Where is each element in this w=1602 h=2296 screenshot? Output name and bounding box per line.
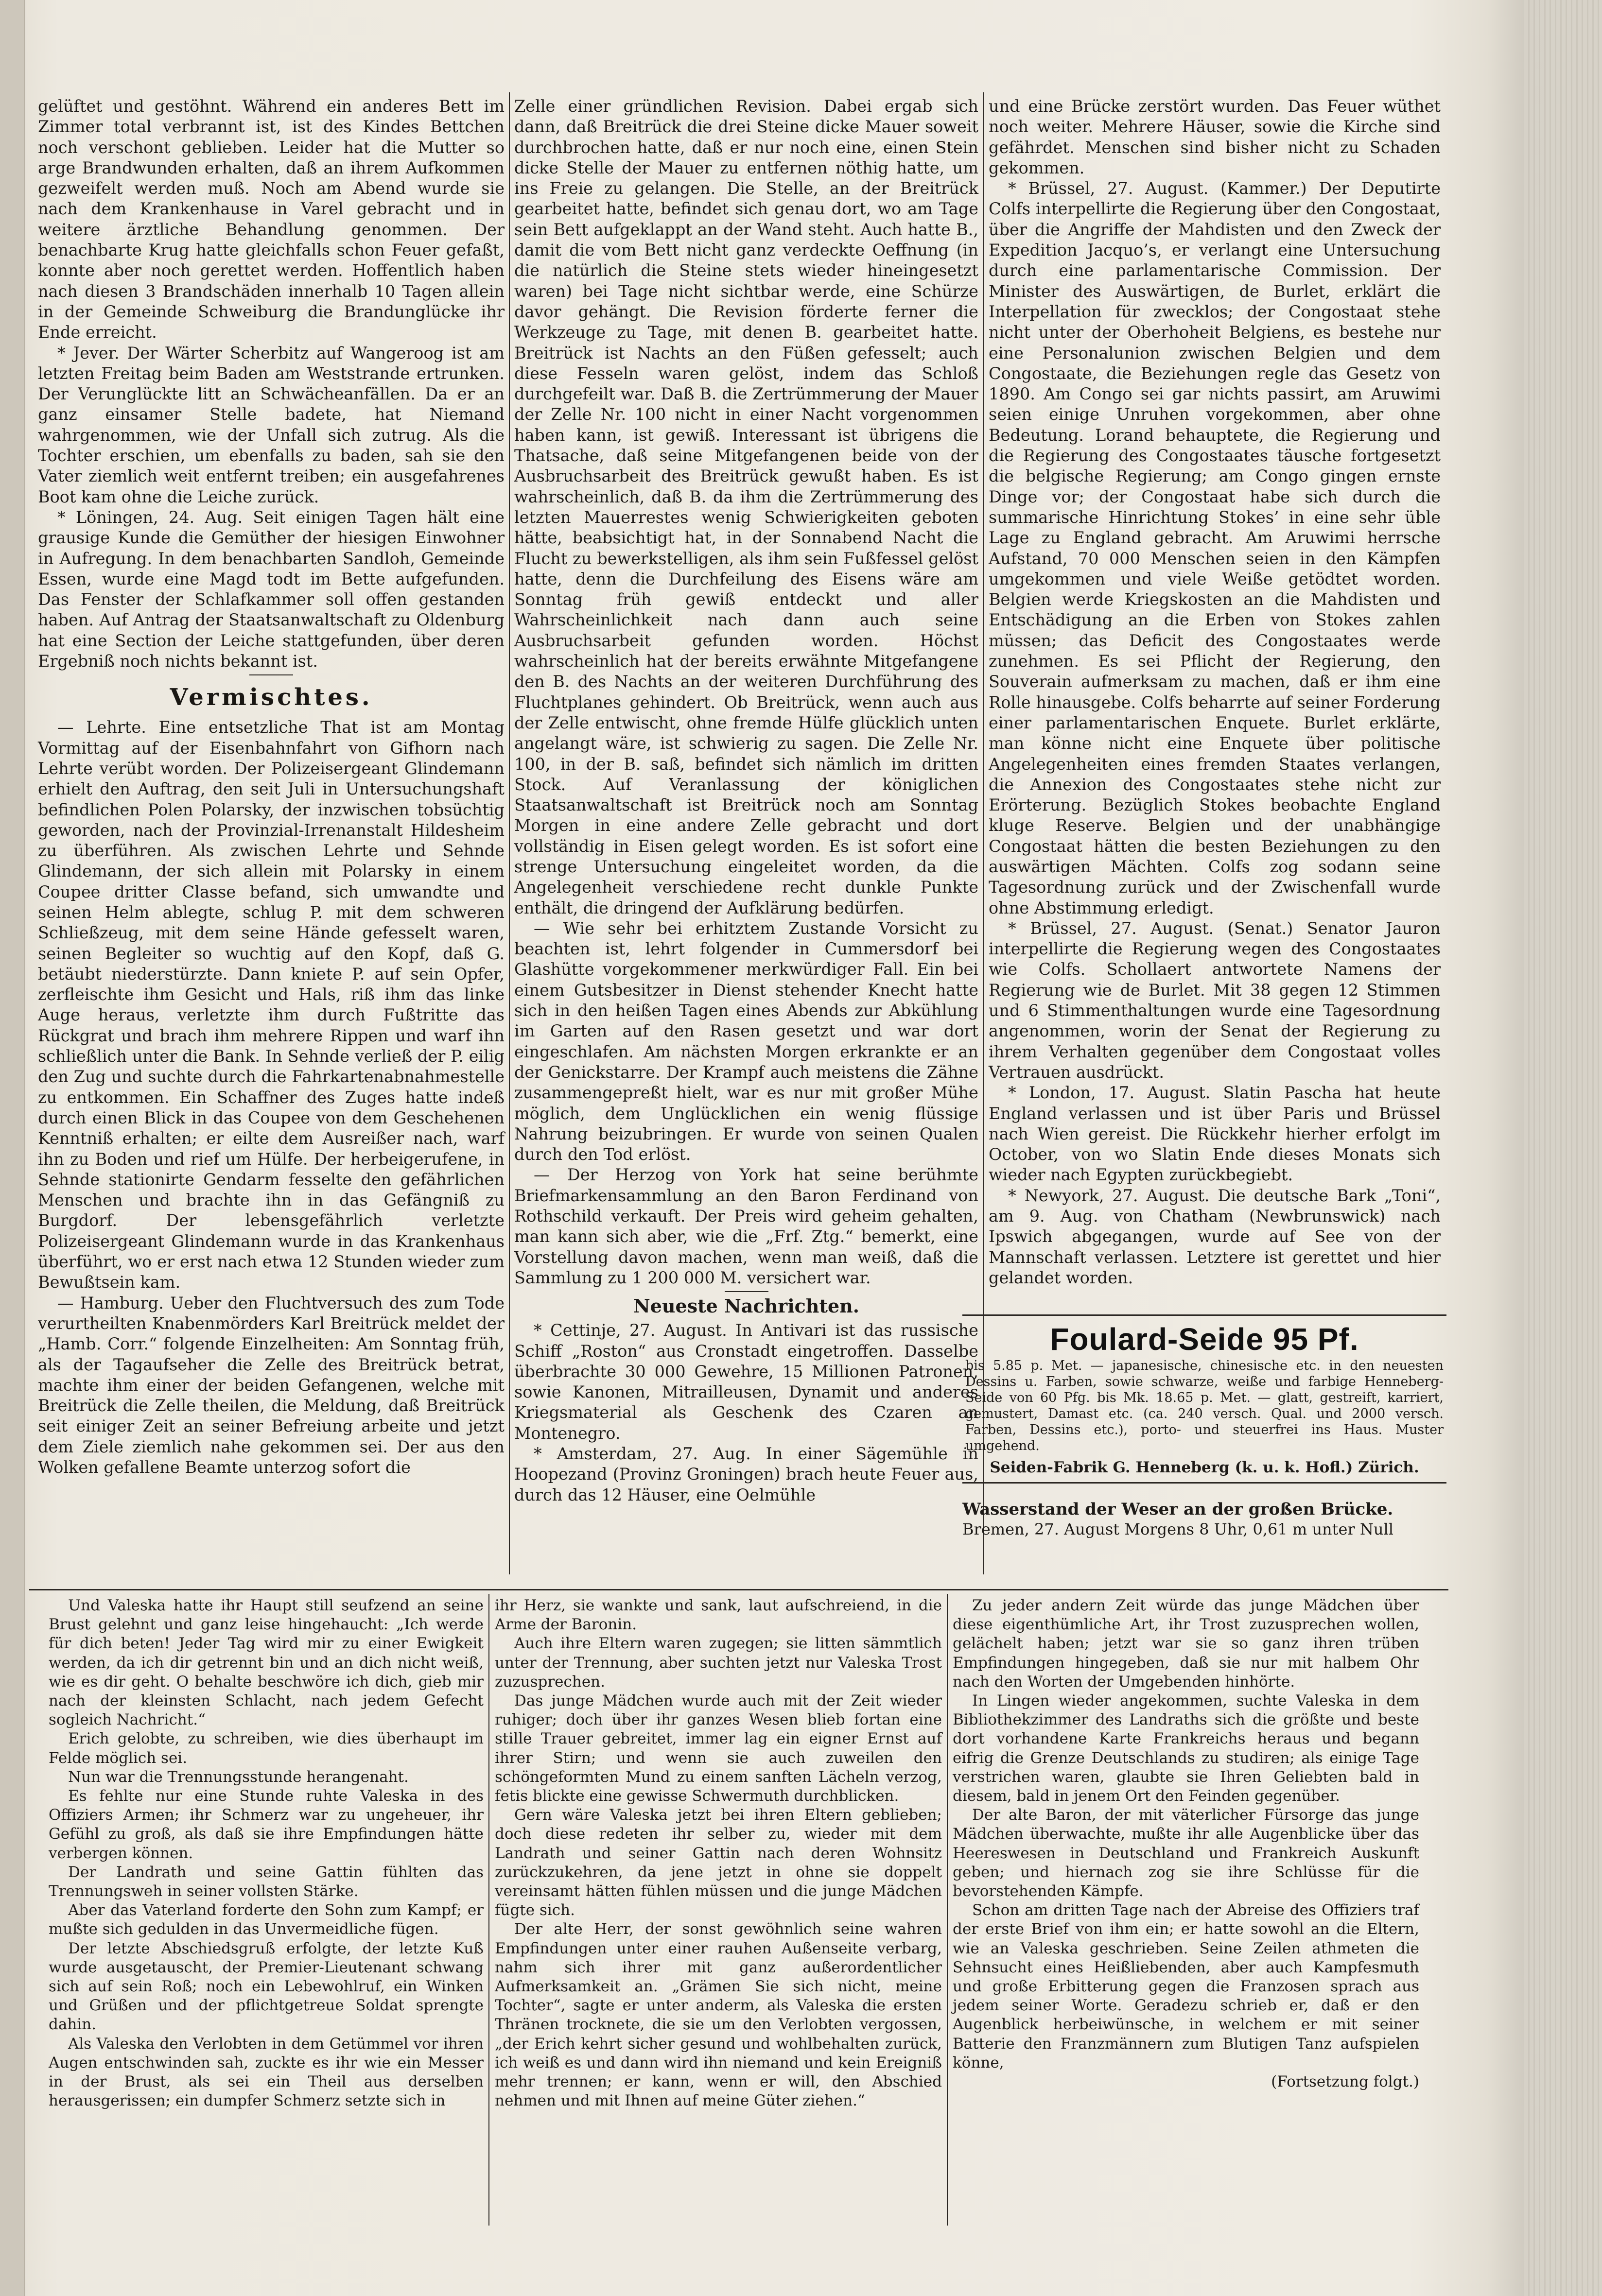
- feuilleton-paragraph: Und Valeska hatte ihr Haupt still seufzend an seine Brust gelehnt und ganz leise hingehaucht: „Ich werde für dich beten! Jeder Tag wird mir zu einer Ewigkeit werden, da ich dir getrennt bin und an dich nicht weiß, wie es dir geht. O behalte beschwöre ich dich, gieb mir nach der kleinsten Schlacht, nach jedem Gefecht sogleich Nachricht.“: [49, 1597, 484, 1729]
- article-paragraph: und eine Brücke zerstört wurden. Das Feuer wüthet noch weiter. Mehrere Häuser, sowie die Kirche sind gefährdet. Menschen sind bisher nicht zu Schaden gekommen.: [989, 97, 1441, 177]
- column-1: [38, 96, 505, 1478]
- feuilleton-column-2: [495, 1596, 942, 2110]
- feuilleton-column-1: [49, 1596, 484, 2110]
- separator-rule: [725, 1291, 768, 1292]
- column-3: [989, 96, 1441, 1288]
- article-jever: * Jever. Der Wärter Scherbitz auf Wangeroog ist am letzten Freitag beim Baden am Weststrande ertrunken. Der Verunglückte litt an Schwächeanfällen. Da er an ganz einsamer Stelle badete, hat Niemand wahrgenommen, wie der Unfall sich zutrug. Als die Tochter erschien, um ebenfalls zu baden, sah sie den Vater ziemlich weit entfernt treiben; ein ausgefahrenes Boot kam ohne die Leiche zurück.: [38, 343, 505, 506]
- feuilleton-paragraph: Auch ihre Eltern waren zugegen; sie litten sämmtlich unter der Trennung, aber suchten jetzt nur Valeska Trost zuzusprechen.: [495, 1635, 942, 1691]
- feuilleton-paragraph: Nun war die Trennungsstunde herangenaht.: [68, 1768, 409, 1786]
- article-london: * London, 17. August. Slatin Pascha hat heute England verlassen und ist über Paris und Brüssel nach Wien gereist. Die Rückkehr hierher erfolgt im October, von wo Slatin Ende dieses Monats sich wieder nach Egypten zurückbegiebt.: [989, 1083, 1441, 1185]
- water-level-text: Bremen, 27. August Morgens 8 Uhr, 0,61 m unter Null: [962, 1520, 1393, 1538]
- section-heading-neueste: Neueste Nachrichten.: [633, 1295, 859, 1317]
- article-loeningen: * Löningen, 24. Aug. Seit einigen Tagen hält eine grausige Kunde die Gemüther der hiesigen Einwohner in Aufregung. In dem benachbarten Sandloh, Gemeinde Essen, wurde eine Magd todt im Bette aufgefunden. Das Fenster der Schlafkammer soll offen gestanden haben. Auf Antrag der Staatsanwaltschaft zu Oldenburg hat eine Section der Leiche stattgefunden, über deren Ergebniß noch nichts bekannt ist.: [38, 507, 505, 671]
- separator-rule: [249, 674, 293, 675]
- feuilleton-paragraph: Der alte Baron, der mit väterlicher Fürsorge das junge Mädchen überwachte, mußte ihr alle Augenblicke über das Heereswesen in Deutschland und Frankreich Auskunft geben; und hiernach zog sie ihre Schlüsse für die bevorstehenden Kämpfe.: [953, 1806, 1419, 1900]
- article-lehrte: — Lehrte. Eine entsetzliche That ist am Montag Vormittag auf der Eisenbahnfahrt von Gifhorn nach Lehrte verübt worden. Der Polizeisergeant Glindemann erhielt den Auftrag, den seit Juli in Untersuchungshaft befindlichen Polen Polarsky, der inzwischen tobsüchtig geworden, nach der Provinzial-Irrenanstalt Hildesheim zu überführen. Als zwischen Lehrte und Sehnde Glindemann, der sich allein mit Polarsky in einem Coupee dritter Classe befand, sich umwandte und seinen Helm ablegte, schlug P. mit dem schweren Schließzeug, mit dem seine Hände gefesselt waren, seinen Begleiter so wuchtig auf den Kopf, daß G. betäubt niederstürzte. Dann kniete P. auf sein Opfer, zerfleischte ihm Gesicht und Hals, riß ihm das linke Auge heraus, verletzte ihm durch Fußtritte das Rückgrat und brach ihm mehrere Rippen und warf ihn schließlich unter die Bank. In Sehnde verließ der P. eilig den Zug und suchte durch die Fahrkartenabnahmestelle zu entkommen. Ein Schaffner des Zuges hatte indeß durch einen Blick in das Coupee von dem Geschehenen Kenntniß erhalten; er eilte dem Ausreißer nach, warf ihn zu Boden und rief um Hülfe. Der herbeigerufene, in Sehnde stationirte Gendarm fesselte den gefährlichen Menschen und brachte ihn in das Gefängniß zu Burgdorf. Der lebensgefährlich verletzte Polizeisergeant Glindemann wurde in das Krankenhaus überführt, wo er erst nach etwa 12 Stunden wieder zum Bewußtsein kam.: [38, 718, 505, 1292]
- advertisement-box: [962, 1314, 1446, 1484]
- water-level-title: Wasserstand der Weser an der großen Brücke.: [962, 1500, 1393, 1519]
- feuilleton-paragraph: Erich gelobte, zu schreiben, wie dies überhaupt im Felde möglich sei.: [49, 1730, 484, 1767]
- feuilleton-paragraph: Schon am dritten Tage nach der Abreise des Offiziers traf der erste Brief von ihm ein; er hatte sowohl an die Eltern, wie an Valeska geschrieben. Seine Zeilen athmeten die Sehnsucht eines Heißliebenden, aber auch Kampfesmuth und große Erbitterung gegen die Franzosen sprach aus jedem seiner Worte. Geradezu schrieb er, daß er den Augenblick herbeiwünsche, in welchem er mit seiner Batterie den Franzmännern zum Blutigen Tanz aufspielen könne,: [953, 1901, 1419, 2072]
- feuilleton-paragraph: Zu jeder andern Zeit würde das junge Mädchen über diese eigenthümliche Art, ihr Trost zuzusprechen wollen, gelächelt haben; jetzt war sie so ganz ihren trüben Empfindungen hingegeben, daß sie nur mit halbem Ohr nach den Worten der Umgebenden hinhörte.: [953, 1597, 1419, 1691]
- article-newyork: * Newyork, 27. August. Die deutsche Bark „Toni“, am 9. Aug. von Chatham (Newbrunswick) nach Ipswich abgegangen, wurde auf See von der Mannschaft verlassen. Letztere ist gerettet und hier gelandet worden.: [989, 1186, 1441, 1287]
- feuilleton-paragraph: In Lingen wieder angekommen, suchte Valeska in dem Bibliothekzimmer des Landraths sich die größte und beste dort vorhandene Karte Frankreichs heraus und begann eifrig die Grenze Deutschlands zu studiren; als einige Tage verstrichen waren, glaubte sie Ihren Geliebten bald in diesem, bald in jenem Ort den Feinden gegenüber.: [953, 1692, 1419, 1805]
- feuilleton-paragraph: ihr Herz, sie wankte und sank, laut aufschreiend, in die Arme der Baronin.: [495, 1597, 942, 1634]
- article-cettinje: * Cettinje, 27. August. In Antivari ist das russische Schiff „Roston“ aus Cronstadt eingetroffen. Dasselbe überbrachte 30 000 Gewehre, 15 Millionen Patronen, sowie Kanonen, Mitrailleusen, Dynamit und anderes Kriegsmaterial als Geschenk des Czaren an Montenegro.: [514, 1321, 978, 1443]
- feuilleton-paragraph: Der letzte Abschiedsgruß erfolgte, der letzte Kuß wurde ausgetauscht, der Premier-Lieutenant schwang sich auf sein Roß; noch ein Lebewohlruf, ein Winken und Grüßen und der pflichtgetreue Soldat sprengte dahin.: [49, 1939, 484, 2034]
- article-hamburg: — Hamburg. Ueber den Fluchtversuch des zum Tode verurtheilten Knabenmörders Karl Breitrück meldet der „Hamb. Corr.“ folgende Einzelheiten: Am Sonntag früh, als der Tagaufseher die Zelle des Breitrück betrat, machte ihm einer der beiden Gefangenen, welche mit Breitrück die Zelle theilen, die Meldung, daß Breitrück seit einiger Zeit an seiner Befreiung arbeite und jetzt dem Ziele ziemlich nahe gekommen sei. Der aus den Wolken gefallene Beamte unterzog sofort die: [38, 1293, 505, 1477]
- column-2: [514, 96, 978, 1505]
- column-divider: [509, 92, 510, 1574]
- feuilleton-paragraph: Als Valeska den Verlobten in dem Getümmel vor ihren Augen entschwinden sah, zuckte es ihr wie ein Messer in der Brust, als sei ein Theil aus derselben herausgerissen; ein dumpfer Schmerz setzte sich in: [49, 2035, 484, 2110]
- article-paragraph: gelüftet und gestöhnt. Während ein anderes Bett im Zimmer total verbrannt ist, ist des Kindes Bettchen noch verschont geblieben. Leider hat die Mutter so arge Brandwunden erhalten, daß an ihrem Aufkommen gezweifelt werden muß. Noch am Abend wurde sie nach dem Krankenhause in Varel gebracht und in weitere ärztliche Behandlung genommen. Der benachbarte Krug hatte gleichfalls schon Feuer gefaßt, konnte aber noch gerettet werden. Hoffentlich haben nach diesen 3 Brandschäden innerhalb 10 Tagen allein in der Gemeinde Schweiburg die Brandunglücke ihr Ende erreicht.: [38, 97, 505, 342]
- feuilleton-divider: [29, 1589, 1448, 1590]
- column-divider: [947, 1594, 948, 2226]
- section-heading-vermischtes: Vermischtes.: [170, 684, 373, 711]
- column-divider: [488, 1594, 489, 2226]
- ad-firm: Seiden-Fabrik G. Henneberg (k. u. k. Hofl.) Zürich.: [990, 1459, 1419, 1476]
- article-cummersdorf: — Wie sehr bei erhitztem Zustande Vorsicht zu beachten ist, lehrt folgender in Cummersdorf bei Glashütte vorgekommener merkwürdiger Fall. Ein bei einem Gutsbesitzer in Dienst stehender Knecht hatte sich in den heißen Tagen eines Abends zur Abkühlung im Garten auf den Rasen gesetzt und war dort eingeschlafen. Am nächsten Morgen erkrankte er an der Genickstarre. Der Krampf auch meistens die Zähne zusammengepreßt hielt, war es nur mit großer Mühe möglich, dem Unglücklichen ein wenig flüssige Nahrung beizubringen. Er wurde von seinen Qualen durch den Tod erlöst.: [514, 918, 978, 1164]
- feuilleton-paragraph: Gern wäre Valeska jetzt bei ihren Eltern geblieben; doch diese redeten ihr selber zu, wieder mit dem Landrath und seiner Gattin nach deren Wohnsitz zurückzukehren, da jene jetzt in ohne sie doppelt vereinsamt hätten fühlen müssen und die junge Mädchen fügte sich.: [495, 1806, 942, 1919]
- feuilleton-paragraph: Das junge Mädchen wurde auch mit der Zeit wieder ruhiger; doch über ihr ganzes Wesen blieb fortan eine stille Trauer gebreitet, immer lag ein eigner Ernst auf ihrer Stirn; und wenn sie auch zuweilen den schöngeformten Mund zu einem sanften Lächeln verzog, fetis blickte eine gewisse Schwermuth durchblicken.: [495, 1692, 942, 1805]
- page-edge: [1524, 0, 1602, 2296]
- article-bruessel-senat: * Brüssel, 27. August. (Senat.) Senator Jauron interpellirte die Regierung wegen des Congostaates wie Colfs. Schollaert antwortete Namens der Regierung wie de Burlet. Mit 38 gegen 12 Stimmen und 6 Stimmenthaltungen wurde eine Tagesordnung angenommen, worin der Senat der Regierung zu ihrem Verhalten gegenüber dem Congostaat volles Vertrauen ausdrückt.: [989, 918, 1441, 1082]
- article-amsterdam: * Amsterdam, 27. Aug. In einer Sägemühle in Hoopezand (Provinz Groningen) brach heute Feuer aus, durch das 12 Häuser, eine Oelmühle: [514, 1444, 978, 1504]
- ad-title: Foulard-Seide 95 Pf.: [1050, 1322, 1359, 1357]
- article-bruessel-kammer: * Brüssel, 27. August. (Kammer.) Der Deputirte Colfs interpellirte die Regierung über den Congostaat, über die Angriffe der Mahdisten und den Zweck der Expedition Jacquo’s, er verlangt eine Untersuchung durch eine parlamentarische Commission. Der Minister des Auswärtigen, de Burlet, erklärt die Interpellation für zwecklos; der Congostaat stehe nicht unter der Oberhoheit Belgiens, es bestehe nur eine Personalunion zwischen Belgien und dem Congostaate, die Beziehungen regle das Gesetz von 1890. Am Congo sei gar nichts passirt, am Aruwimi seien einige Unruhen vorgekommen, aber ohne Bedeutung. Lorand behauptete, die Regierung und die Regierung des Congostaates täusche fortgesetzt die belgische Regierung; am Congo gingen ernste Dinge vor; der Congostaat habe sich durch die summarische Hinrichtung Stokes’ in eine sehr üble Lage zu England gebracht. Am Aruwimi herrsche Aufstand, 70 000 Menschen seien in den Kämpfen umgekommen und viele Weiße getödtet worden. Belgien werde Kriegskosten an die Mahdisten und Entschädigung an die Erben von Stokes zahlen müssen; das Deficit des Congostaates werde zunehmen. Es sei Pflicht der Regierung, den Souverain aufmerksam zu machen, daß er ihm eine Rolle hinausgebe. Colfs beharrte auf seiner Forderung einer parlamentarischen Enquete. Burlet erklärte, man könne nicht eine Enquete über politische Angelegenheiten eines fremden Staates verlangen, die Annexion des Congostaates stehe nicht zur Erörterung. Bezüglich Stokes beobachte England kluge Reserve. Belgien und der unabhängige Congostaat hätten die besten Beziehungen zu den auswärtigen Mächten. Colfs zog sodann seine Tagesordnung zurück und der Zwischenfall wurde ohne Abstimmung erledigt.: [989, 179, 1441, 917]
- article-york: — Der Herzog von York hat seine berühmte Briefmarkensammlung an den Baron Ferdinand von Rothschild verkauft. Der Preis wird geheim gehalten, man kann sich aber, wie die „Frf. Ztg.“ bemerkt, eine Vorstellung davon machen, wenn man weiß, daß die Sammlung zu 1 200 000 M. versichert war.: [514, 1165, 978, 1287]
- binding-gutter: [0, 0, 25, 2296]
- feuilleton-paragraph: Aber das Vaterland forderte den Sohn zum Kampf; er mußte sich gedulden in das Unvermeidliche fügen.: [49, 1901, 484, 1938]
- feuilleton-column-3: [953, 1596, 1419, 2091]
- continuation-note: (Fortsetzung folgt.): [1271, 2073, 1419, 2091]
- ad-text: bis 5.85 p. Met. — japanesische, chinesische etc. in den neuesten Dessins u. Farben, sowie schwarze, weiße und farbige Henneberg-Seide von 60 Pfg. bis Mk. 18.65 p. Met. — glatt, gestreift, karriert, gemustert, Damast etc. (ca. 240 versch. Qual. und 2000 versch. Farben, Dessins etc.), porto- und steuerfrei ins Haus. Muster umgehend.: [965, 1358, 1444, 1453]
- feuilleton-paragraph: Der Landrath und seine Gattin fühlten das Trennungsweh in seiner vollsten Stärke.: [49, 1863, 484, 1900]
- feuilleton-paragraph: Der alte Herr, der sonst gewöhnlich seine wahren Empfindungen unter einer rauhen Außenseite verbarg, nahm sich ihrer mit ganz außerordentlicher Aufmerksamkeit an. „Grämen Sie sich nicht, meine Tochter“, sagte er unter anderm, als Valeska die ersten Thränen trocknete, die sie um den Verlobten vergossen, „der Erich kehrt sicher gesund und wohlbehalten zurück, ich weiß es und dann wird ihn niemand und kein Ereigniß mehr trennen; er kann, wenn er will, den Abschied nehmen und mit Ihnen auf meine Güter ziehen.“: [495, 1920, 942, 2110]
- feuilleton-paragraph: Es fehlte nur eine Stunde ruhte Valeska in des Offiziers Armen; ihr Schmerz war zu ungeheuer, ihr Gefühl zu groß, als daß sie ihre Empfindungen hätte verbergen können.: [49, 1787, 484, 1862]
- water-level-notice: [962, 1499, 1434, 1539]
- article-paragraph: Zelle einer gründlichen Revision. Dabei ergab sich dann, daß Breitrück die drei Steine dicke Mauer soweit durchbrochen hatte, daß er nur noch eine, einen Stein dicke Stelle der Mauer zu entfernen nöthig hatte, um ins Freie zu gelangen. Die Stelle, an der Breitrück gearbeitet hatte, befindet sich genau dort, wo am Tage sein Bett aufgeklappt an der Wand steht. Auch hatte B., damit die vom Bett nicht ganz verdeckte Oeffnung (in die natürlich die Steine stets wieder hineingesetzt waren) bei Tage nicht sichtbar werde, eine Schürze davor gehängt. Die Revision förderte ferner die Werkzeuge zu Tage, mit denen B. gearbeitet hatte. Breitrück ist Nachts an den Füßen gefesselt; auch diese Fesseln waren gelöst, indem das Schloß durchgefeilt war. Daß B. die Zertrümmerung der Mauer der Zelle Nr. 100 nicht in einer Nacht vorgenommen haben kann, ist gewiß. Interessant ist übrigens die Thatsache, daß seine Mitgefangenen beide von der Ausbruchsarbeit des Breitrück gewußt haben. Es ist wahrscheinlich, daß B. da ihm die Zertrümmerung des letzten Mauerrestes wenig Schwierigkeiten geboten hätte, beabsichtigt hat, in der Sonnabend Nacht die Flucht zu bewerkstelligen, als ihm sein Fußfessel gelöst hatte, denn die Durchfeilung des Eisens wäre am Sonntag früh gewiß entdeckt und aller Wahrscheinlichkeit nach dann auch seine Ausbruchsarbeit gefunden worden. Höchst wahrscheinlich hat der bereits erwähnte Mitgefangene den B. des Nachts an der weiteren Durchführung des Fluchtplanes gehindert. Ob Breitrück, wenn auch aus der Zelle entwischt, ohne fremde Hülfe glücklich unten angelangt wäre, ist schwierig zu sagen. Die Zelle Nr. 100, in der B. saß, befindet sich nämlich im dritten Stock. Auf Veranlassung der königlichen Staatsanwaltschaft ist Breitrück noch am Sonntag Morgen in eine andere Zelle gebracht und dort vollständig in Eisen gelegt worden. Es ist sofort eine strenge Untersuchung eingeleitet worden, da die Angelegenheit verschiedene recht dunkle Punkte enthält, die dringend der Aufklärung bedürfen.: [514, 97, 978, 917]
